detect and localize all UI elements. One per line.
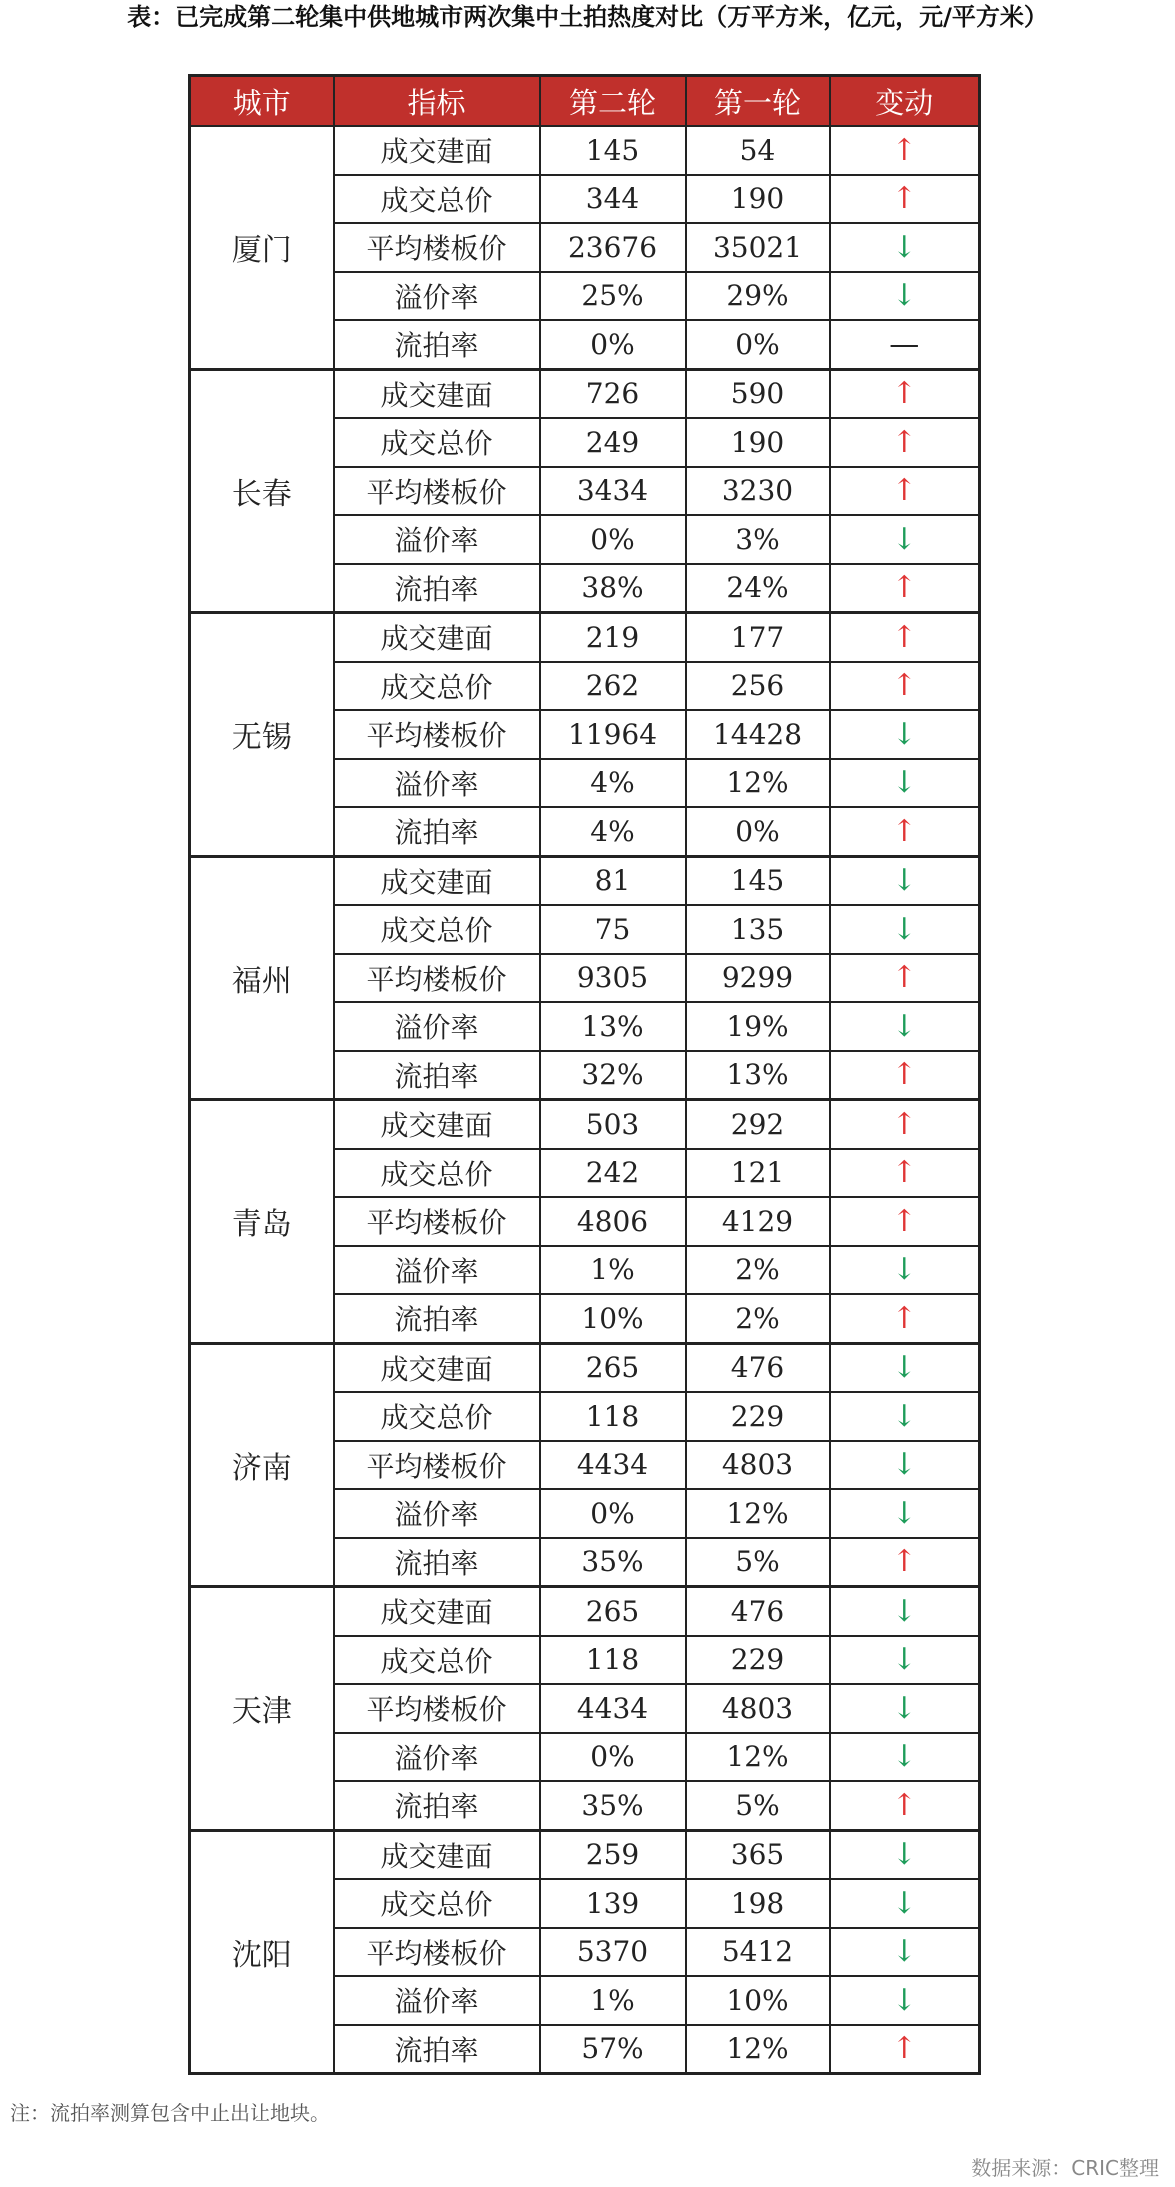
indicator-cell: 成交建面 bbox=[334, 856, 540, 905]
arrow-up-icon: ↑ bbox=[891, 1155, 917, 1191]
arrow-up-icon: ↑ bbox=[891, 376, 917, 412]
indicator-cell: 溢价率 bbox=[334, 1733, 540, 1782]
change-cell bbox=[830, 1538, 980, 1587]
arrow-down-icon: ↓ bbox=[891, 1690, 917, 1726]
round-2-value: 262 bbox=[540, 662, 686, 711]
round-1-value: 365 bbox=[686, 1830, 830, 1879]
round-1-value: 35021 bbox=[686, 223, 830, 272]
arrow-down-icon: ↓ bbox=[891, 1593, 917, 1629]
round-2-value: 0% bbox=[540, 515, 686, 564]
round-1-value: 190 bbox=[686, 418, 830, 467]
indicator-cell: 溢价率 bbox=[334, 272, 540, 321]
round-2-value: 57% bbox=[540, 2025, 686, 2074]
change-cell bbox=[830, 710, 980, 759]
round-2-value: 0% bbox=[540, 1733, 686, 1782]
change-cell bbox=[830, 1343, 980, 1392]
indicator-cell: 流拍率 bbox=[334, 1781, 540, 1830]
indicator-cell: 成交总价 bbox=[334, 175, 540, 224]
round-2-value: 249 bbox=[540, 418, 686, 467]
arrow-down-icon: ↓ bbox=[891, 765, 917, 801]
round-2-value: 10% bbox=[540, 1294, 686, 1343]
change-cell bbox=[830, 856, 980, 905]
round-2-value: 81 bbox=[540, 856, 686, 905]
table-row bbox=[190, 613, 980, 662]
indicator-cell: 成交总价 bbox=[334, 418, 540, 467]
round-1-value: 9299 bbox=[686, 954, 830, 1003]
round-1-value: 476 bbox=[686, 1587, 830, 1636]
indicator-cell: 成交建面 bbox=[334, 1830, 540, 1879]
city-name: 长春 bbox=[190, 369, 334, 613]
round-1-value: 5412 bbox=[686, 1928, 830, 1977]
header-round-1: 第一轮 bbox=[686, 76, 830, 127]
round-2-value: 75 bbox=[540, 905, 686, 954]
arrow-up-icon: ↑ bbox=[891, 813, 917, 849]
round-2-value: 118 bbox=[540, 1392, 686, 1441]
arrow-down-icon: ↓ bbox=[891, 1350, 917, 1386]
round-2-value: 25% bbox=[540, 272, 686, 321]
round-2-value: 35% bbox=[540, 1781, 686, 1830]
indicator-cell: 溢价率 bbox=[334, 1246, 540, 1295]
change-cell bbox=[830, 418, 980, 467]
round-1-value: 229 bbox=[686, 1636, 830, 1685]
round-1-value: 476 bbox=[686, 1343, 830, 1392]
round-2-value: 4434 bbox=[540, 1684, 686, 1733]
round-1-value: 4803 bbox=[686, 1441, 830, 1490]
table-row bbox=[190, 1343, 980, 1392]
table-row bbox=[190, 856, 980, 905]
round-2-value: 118 bbox=[540, 1636, 686, 1685]
change-cell bbox=[830, 1976, 980, 2025]
indicator-cell: 溢价率 bbox=[334, 1489, 540, 1538]
change-cell bbox=[830, 1002, 980, 1051]
change-cell bbox=[830, 1051, 980, 1100]
round-2-value: 38% bbox=[540, 564, 686, 613]
round-1-value: 590 bbox=[686, 369, 830, 418]
change-cell bbox=[830, 126, 980, 175]
round-1-value: 29% bbox=[686, 272, 830, 321]
indicator-cell: 成交建面 bbox=[334, 1100, 540, 1149]
table-row bbox=[190, 1100, 980, 1149]
round-1-value: 12% bbox=[686, 2025, 830, 2074]
round-1-value: 54 bbox=[686, 126, 830, 175]
table-row bbox=[190, 1830, 980, 1879]
arrow-down-icon: ↓ bbox=[891, 863, 917, 899]
arrow-up-icon: ↑ bbox=[891, 1203, 917, 1239]
arrow-down-icon: ↓ bbox=[891, 1447, 917, 1483]
round-1-value: 2% bbox=[686, 1294, 830, 1343]
header-indicator: 指标 bbox=[334, 76, 540, 127]
round-1-value: 12% bbox=[686, 1489, 830, 1538]
change-cell bbox=[830, 1294, 980, 1343]
round-1-value: 2% bbox=[686, 1246, 830, 1295]
round-1-value: 5% bbox=[686, 1781, 830, 1830]
round-1-value: 177 bbox=[686, 613, 830, 662]
land-auction-comparison-table bbox=[188, 74, 981, 2075]
indicator-cell: 平均楼板价 bbox=[334, 467, 540, 516]
city-name: 无锡 bbox=[190, 613, 334, 857]
arrow-up-icon: ↑ bbox=[891, 181, 917, 217]
indicator-cell: 成交总价 bbox=[334, 905, 540, 954]
arrow-up-icon: ↑ bbox=[891, 1057, 917, 1093]
round-1-value: 145 bbox=[686, 856, 830, 905]
arrow-up-icon: ↑ bbox=[891, 619, 917, 655]
indicator-cell: 流拍率 bbox=[334, 2025, 540, 2074]
header-row bbox=[190, 76, 980, 127]
change-cell bbox=[830, 759, 980, 808]
round-1-value: 198 bbox=[686, 1879, 830, 1928]
indicator-cell: 成交建面 bbox=[334, 126, 540, 175]
change-cell bbox=[830, 515, 980, 564]
dash-icon: — bbox=[889, 326, 920, 362]
indicator-cell: 平均楼板价 bbox=[334, 1197, 540, 1246]
round-1-value: 24% bbox=[686, 564, 830, 613]
indicator-cell: 成交总价 bbox=[334, 1392, 540, 1441]
table-row bbox=[190, 369, 980, 418]
round-1-value: 14428 bbox=[686, 710, 830, 759]
change-cell bbox=[830, 1100, 980, 1149]
indicator-cell: 流拍率 bbox=[334, 320, 540, 369]
round-2-value: 503 bbox=[540, 1100, 686, 1149]
arrow-down-icon: ↓ bbox=[891, 1495, 917, 1531]
change-cell bbox=[830, 1149, 980, 1198]
round-1-value: 12% bbox=[686, 759, 830, 808]
change-cell bbox=[830, 1636, 980, 1685]
change-cell bbox=[830, 1489, 980, 1538]
round-2-value: 4434 bbox=[540, 1441, 686, 1490]
change-cell bbox=[830, 369, 980, 418]
indicator-cell: 平均楼板价 bbox=[334, 954, 540, 1003]
indicator-cell: 平均楼板价 bbox=[334, 223, 540, 272]
arrow-down-icon: ↓ bbox=[891, 1008, 917, 1044]
indicator-cell: 流拍率 bbox=[334, 807, 540, 856]
round-2-value: 35% bbox=[540, 1538, 686, 1587]
table-row bbox=[190, 126, 980, 175]
change-cell bbox=[830, 1684, 980, 1733]
round-2-value: 11964 bbox=[540, 710, 686, 759]
round-2-value: 13% bbox=[540, 1002, 686, 1051]
round-1-value: 13% bbox=[686, 1051, 830, 1100]
arrow-down-icon: ↓ bbox=[891, 1982, 917, 2018]
round-2-value: 242 bbox=[540, 1149, 686, 1198]
indicator-cell: 成交总价 bbox=[334, 1149, 540, 1198]
indicator-cell: 成交建面 bbox=[334, 1587, 540, 1636]
round-2-value: 726 bbox=[540, 369, 686, 418]
city-name: 福州 bbox=[190, 856, 334, 1100]
arrow-down-icon: ↓ bbox=[891, 911, 917, 947]
indicator-cell: 成交总价 bbox=[334, 662, 540, 711]
change-cell bbox=[830, 1928, 980, 1977]
round-2-value: 4% bbox=[540, 807, 686, 856]
round-1-value: 4129 bbox=[686, 1197, 830, 1246]
arrow-up-icon: ↑ bbox=[891, 1300, 917, 1336]
header-change: 变动 bbox=[830, 76, 980, 127]
round-1-value: 121 bbox=[686, 1149, 830, 1198]
indicator-cell: 流拍率 bbox=[334, 1294, 540, 1343]
arrow-up-icon: ↑ bbox=[891, 570, 917, 606]
round-2-value: 1% bbox=[540, 1976, 686, 2025]
table-row bbox=[190, 1587, 980, 1636]
round-1-value: 256 bbox=[686, 662, 830, 711]
change-cell bbox=[830, 1879, 980, 1928]
city-name: 济南 bbox=[190, 1343, 334, 1587]
round-2-value: 32% bbox=[540, 1051, 686, 1100]
header-city: 城市 bbox=[190, 76, 334, 127]
city-name: 沈阳 bbox=[190, 1830, 334, 2074]
change-cell bbox=[830, 1587, 980, 1636]
round-1-value: 190 bbox=[686, 175, 830, 224]
round-1-value: 0% bbox=[686, 807, 830, 856]
arrow-down-icon: ↓ bbox=[891, 1885, 917, 1921]
indicator-cell: 成交建面 bbox=[334, 613, 540, 662]
change-cell bbox=[830, 954, 980, 1003]
indicator-cell: 平均楼板价 bbox=[334, 1684, 540, 1733]
indicator-cell: 溢价率 bbox=[334, 1976, 540, 2025]
arrow-down-icon: ↓ bbox=[891, 1252, 917, 1288]
round-2-value: 9305 bbox=[540, 954, 686, 1003]
change-cell bbox=[830, 1733, 980, 1782]
round-2-value: 1% bbox=[540, 1246, 686, 1295]
round-1-value: 10% bbox=[686, 1976, 830, 2025]
indicator-cell: 平均楼板价 bbox=[334, 1441, 540, 1490]
round-1-value: 19% bbox=[686, 1002, 830, 1051]
arrow-down-icon: ↓ bbox=[891, 1739, 917, 1775]
change-cell bbox=[830, 1197, 980, 1246]
arrow-down-icon: ↓ bbox=[891, 229, 917, 265]
change-cell bbox=[830, 175, 980, 224]
indicator-cell: 流拍率 bbox=[334, 564, 540, 613]
change-cell bbox=[830, 1781, 980, 1830]
round-2-value: 4% bbox=[540, 759, 686, 808]
indicator-cell: 溢价率 bbox=[334, 759, 540, 808]
round-1-value: 0% bbox=[686, 320, 830, 369]
round-1-value: 3% bbox=[686, 515, 830, 564]
indicator-cell: 平均楼板价 bbox=[334, 710, 540, 759]
indicator-cell: 成交建面 bbox=[334, 1343, 540, 1392]
arrow-down-icon: ↓ bbox=[891, 278, 917, 314]
arrow-down-icon: ↓ bbox=[891, 1934, 917, 1970]
change-cell bbox=[830, 905, 980, 954]
round-1-value: 4803 bbox=[686, 1684, 830, 1733]
round-1-value: 3230 bbox=[686, 467, 830, 516]
change-cell bbox=[830, 1830, 980, 1879]
round-1-value: 292 bbox=[686, 1100, 830, 1149]
round-2-value: 265 bbox=[540, 1343, 686, 1392]
indicator-cell: 流拍率 bbox=[334, 1538, 540, 1587]
change-cell bbox=[830, 1392, 980, 1441]
round-2-value: 344 bbox=[540, 175, 686, 224]
arrow-down-icon: ↓ bbox=[891, 1642, 917, 1678]
indicator-cell: 溢价率 bbox=[334, 515, 540, 564]
round-2-value: 145 bbox=[540, 126, 686, 175]
change-cell bbox=[830, 564, 980, 613]
round-2-value: 23676 bbox=[540, 223, 686, 272]
change-cell bbox=[830, 613, 980, 662]
round-1-value: 135 bbox=[686, 905, 830, 954]
indicator-cell: 成交建面 bbox=[334, 369, 540, 418]
city-name: 天津 bbox=[190, 1587, 334, 1831]
round-2-value: 3434 bbox=[540, 467, 686, 516]
change-cell bbox=[830, 1246, 980, 1295]
change-cell bbox=[830, 1441, 980, 1490]
round-2-value: 4806 bbox=[540, 1197, 686, 1246]
arrow-up-icon: ↑ bbox=[891, 1106, 917, 1142]
round-2-value: 259 bbox=[540, 1830, 686, 1879]
change-cell bbox=[830, 320, 980, 369]
arrow-up-icon: ↑ bbox=[891, 1787, 917, 1823]
indicator-cell: 平均楼板价 bbox=[334, 1928, 540, 1977]
arrow-down-icon: ↓ bbox=[891, 1398, 917, 1434]
change-cell bbox=[830, 467, 980, 516]
round-2-value: 0% bbox=[540, 320, 686, 369]
round-2-value: 139 bbox=[540, 1879, 686, 1928]
table-title: 表：已完成第二轮集中供地城市两次集中土拍热度对比（万平方米，亿元，元/平方米） bbox=[127, 3, 1048, 31]
arrow-up-icon: ↑ bbox=[891, 960, 917, 996]
round-1-value: 229 bbox=[686, 1392, 830, 1441]
city-name: 青岛 bbox=[190, 1100, 334, 1344]
change-cell bbox=[830, 223, 980, 272]
arrow-up-icon: ↑ bbox=[891, 2031, 917, 2067]
change-cell bbox=[830, 807, 980, 856]
indicator-cell: 流拍率 bbox=[334, 1051, 540, 1100]
change-cell bbox=[830, 2025, 980, 2074]
arrow-down-icon: ↓ bbox=[891, 1837, 917, 1873]
round-2-value: 265 bbox=[540, 1587, 686, 1636]
arrow-up-icon: ↑ bbox=[891, 132, 917, 168]
indicator-cell: 溢价率 bbox=[334, 1002, 540, 1051]
round-2-value: 5370 bbox=[540, 1928, 686, 1977]
change-cell bbox=[830, 662, 980, 711]
round-1-value: 12% bbox=[686, 1733, 830, 1782]
change-cell bbox=[830, 272, 980, 321]
data-source: 数据来源：CRIC整理 bbox=[971, 2156, 1159, 2180]
round-1-value: 5% bbox=[686, 1538, 830, 1587]
round-2-value: 0% bbox=[540, 1489, 686, 1538]
arrow-up-icon: ↑ bbox=[891, 473, 917, 509]
indicator-cell: 成交总价 bbox=[334, 1636, 540, 1685]
city-name: 厦门 bbox=[190, 126, 334, 369]
header-round-2: 第二轮 bbox=[540, 76, 686, 127]
arrow-down-icon: ↓ bbox=[891, 716, 917, 752]
arrow-down-icon: ↓ bbox=[891, 521, 917, 557]
footnote: 注：流拍率测算包含中止出让地块。 bbox=[10, 2101, 330, 2125]
arrow-up-icon: ↑ bbox=[891, 668, 917, 704]
round-2-value: 219 bbox=[540, 613, 686, 662]
arrow-up-icon: ↑ bbox=[891, 1544, 917, 1580]
indicator-cell: 成交总价 bbox=[334, 1879, 540, 1928]
arrow-up-icon: ↑ bbox=[891, 424, 917, 460]
